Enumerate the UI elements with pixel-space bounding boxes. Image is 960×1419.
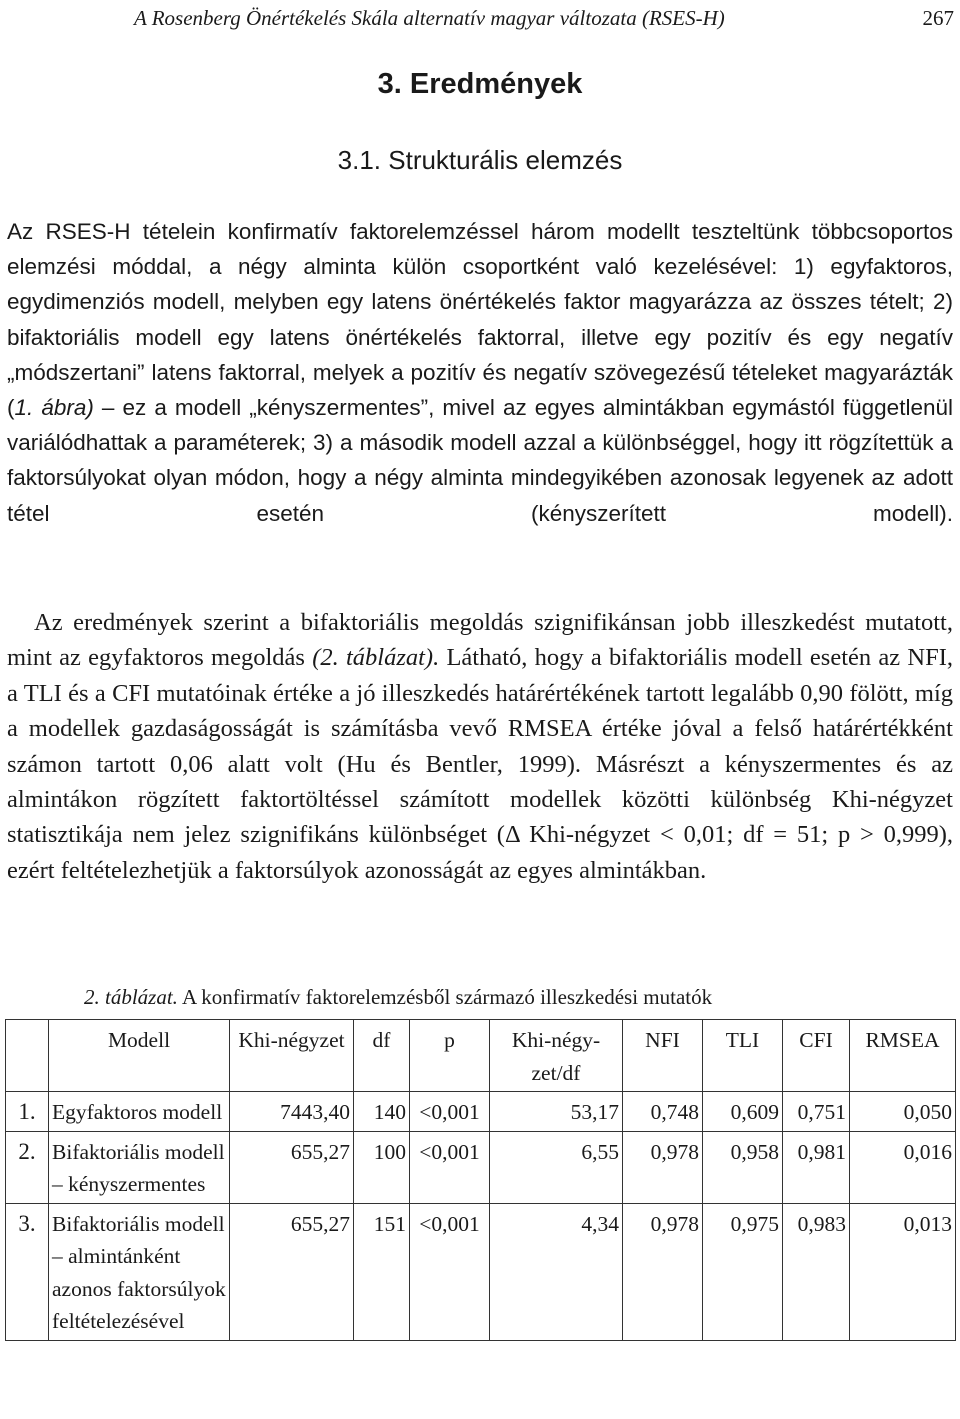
table-cell: 0,609 [703,1092,783,1132]
table-caption [84,985,712,1010]
table-cell: <0,001 [410,1092,490,1132]
model-name: Bifaktoriális modell – almintánként azonos faktorsúlyok feltételezésével [49,1203,230,1340]
table-cell: 0,981 [783,1131,850,1203]
row-index: 1. [6,1092,49,1132]
fit-indices-table [5,1019,956,1341]
table-cell: 7443,40 [230,1092,354,1132]
table-cell: 0,978 [623,1131,703,1203]
table-cell: 0,975 [703,1203,783,1340]
table-cell: 6,55 [490,1131,623,1203]
table-cell: 0,983 [783,1203,850,1340]
table-cell: <0,001 [410,1131,490,1203]
paragraph-results-text-a: Az eredmények szerint a bifaktoriális megoldás szignifikánsan jobb illeszkedést mutatott, mint az egyfaktoros megoldás [7,609,953,672]
table-cell: 655,27 [230,1203,354,1340]
header-cell [6,1020,49,1092]
header-cell: RMSEA [850,1020,956,1092]
paragraph-methods [7,214,953,531]
model-name: Bifaktoriális modell – kényszermentes [49,1131,230,1203]
header-cell: df [354,1020,410,1092]
table-cell: 0,748 [623,1092,703,1132]
paragraph-methods-text-a: Az RSES-H tételein konfirmatív faktorelemzéssel három modellt teszteltünk többcsoportos elemzési móddal, a négy alminta külön csoportként való kezelésével: 1) egyfaktoros, egydimenziós modell, melyben egy latens önértékelés faktor magyarázza az összes tételt; 2) bifaktoriális modell egy latens önértékelés faktorral, illetve egy pozitív és egy negatív „módszertani” latens faktorral, melyek a pozitív és negatív szövegezésű tételeket magyarázták ( [7,219,953,421]
table-row [6,1092,956,1132]
table-caption-text: A konfirmatív faktorelemzésből származó illeszkedési mutatók [177,985,713,1009]
table-row [6,1131,956,1203]
table-header-row [6,1020,956,1092]
subsection-heading: 3.1. Strukturális elemzés [337,145,623,175]
table-cell: 4,34 [490,1203,623,1340]
header-cell: p [410,1020,490,1092]
model-name: Egyfaktoros modell [49,1092,230,1132]
table-cell: 53,17 [490,1092,623,1132]
paragraph-methods-text-b: – ez a modell „kényszermentes”, mivel az egyes almintákban egymástól függetlenül variálódhattak a paraméterek; 3) a második modell azzal a különbséggel, hogy itt rögzítettük a faktorsúlyokat olyan módon, hogy a négy alminta mindegyikében azonosak legyenek az adott tétel esetén (kényszerített modell). [7,395,953,526]
table-cell: 0,751 [783,1092,850,1132]
row-index: 2. [6,1131,49,1203]
table-cell: 0,016 [850,1131,956,1203]
figure-reference: 1. ábra) [14,395,94,421]
header-cell: TLI [703,1020,783,1092]
table-cell: 140 [354,1092,410,1132]
table-cell: 0,050 [850,1092,956,1132]
table-row [6,1203,956,1340]
page-number: 267 [922,6,954,30]
header-cell: Khi-négyzet [230,1020,354,1092]
table-cell: 151 [354,1203,410,1340]
table-cell: <0,001 [410,1203,490,1340]
table-cell: 100 [354,1131,410,1203]
header-cell: NFI [623,1020,703,1092]
table-reference: (2. táblázat). [312,644,440,672]
running-head-title: A Rosenberg Önértékelés Skála alternatív magyar változata (RSES-H) [134,6,725,30]
table-cell: 0,958 [703,1131,783,1203]
table-cell: 655,27 [230,1131,354,1203]
running-head [0,4,960,36]
table-caption-label: 2. táblázat. [84,985,178,1009]
header-cell: Khi-négyzet/df [490,1020,623,1092]
row-index: 3. [6,1203,49,1340]
paragraph-results-text-b: Látható, hogy a bifaktoriális modell esetén az NFI, a TLI és a CFI mutatóinak értéke a jó illeszkedés határértékének tartott legalább 0,90 fölött, míg a modellek gazdaságosságát is számításba vevő RMSEA értéke jóval a felső határértékként számon tartott 0,06 alatt volt (Hu és Bentler, 1999). Másrészt a kényszermentes és az almintákon rögzített faktortöltéssel számított modellek közötti különbség Khi-négyzet statisztikája nem jelez szignifikáns különbséget (Δ Khi-négyzet < 0,01; df = 51; p > 0,999), ezért feltételezhetjük a faktorsúlyok azonosságát az egyes almintákban. [7,644,953,884]
section-heading: 3. Eredmények [377,68,583,100]
header-cell: CFI [783,1020,850,1092]
header-cell: Modell [49,1020,230,1092]
paragraph-results [7,605,953,888]
table-cell: 0,013 [850,1203,956,1340]
table-cell: 0,978 [623,1203,703,1340]
